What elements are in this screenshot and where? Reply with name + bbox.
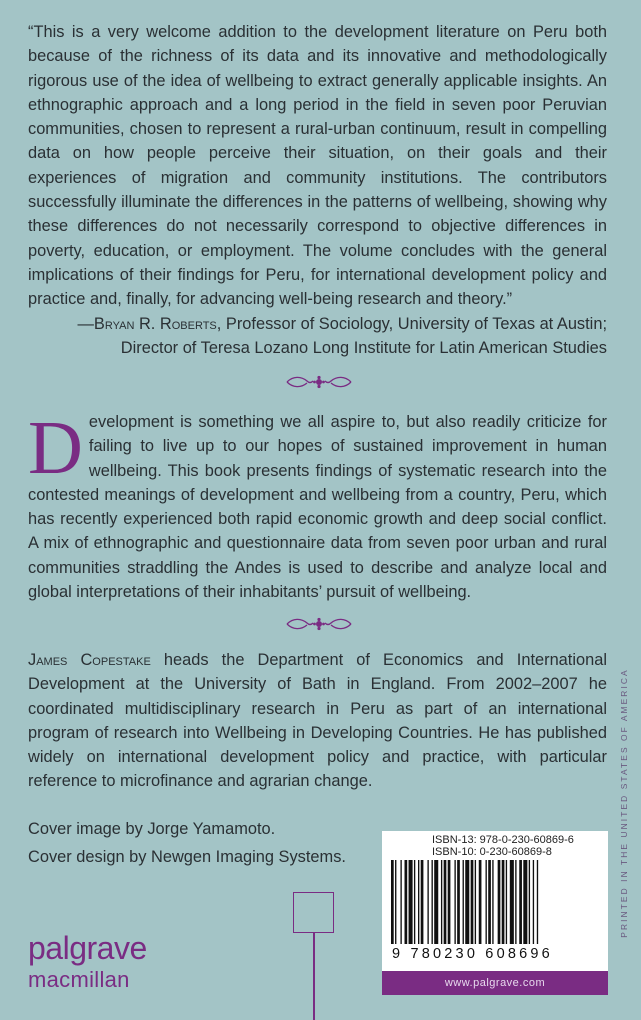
barcode-bar (506, 860, 507, 944)
ornament-divider-icon (285, 617, 353, 631)
barcode-bar (454, 860, 455, 944)
author-bio (28, 648, 607, 794)
barcode-bar (515, 860, 516, 944)
barcode-bar (400, 860, 401, 944)
barcode-bar (444, 860, 447, 944)
isbn10-label: ISBN-10: 0-230-60869-8 (432, 846, 552, 858)
book-description (28, 406, 607, 604)
barcode-bar (421, 860, 424, 944)
barcode-bar (409, 860, 413, 944)
barcode-bar (465, 860, 469, 944)
barcode-bar (502, 860, 505, 944)
barcode-bar (475, 860, 476, 944)
ornament-divider-icon (285, 375, 353, 389)
barcode-bar (448, 860, 451, 944)
quote-attribution-line1 (78, 312, 607, 336)
drop-cap: D (28, 406, 83, 490)
attribution-dash: — (77, 315, 94, 333)
author-bio-text: heads the Department of Economics and International Development at the University of Bath in England. From 2002–2007 he coordinated multidisciplinary research in Peru as part of an international program of research into Wellbeing in Developing Countries. He has published widely on international development policy and practice, with particular reference to microfinance and agrarian change. (28, 651, 607, 791)
barcode-bar (432, 860, 433, 944)
barcode-bar (488, 860, 491, 944)
barcode-bar (463, 860, 464, 944)
publisher-logo-line1: palgrave (28, 930, 147, 966)
barcode-bar (391, 860, 394, 944)
description-text: evelopment is something we all aspire to, but also readily criticize for failing to live up to our hopes of sustained improvement in human wellbeing. This book presents findings of systematic research into the contested meanings of development and wellbeing from a country, Peru, which has recently experienced both rapid economic growth and deep social conflict. A mix of ethnographic and questionnaire data from seven poor urban and rural communities straddling the Andes is used to describe and analyze local and global interpretations of their inhabitants’ pursuit of wellbeing. (28, 413, 607, 602)
printed-in-note (616, 638, 632, 968)
printed-in-text: PRINTED IN THE UNITED STATES OF AMERICA (619, 668, 629, 938)
barcode-bar (510, 860, 514, 944)
barcode-bar (395, 860, 396, 944)
barcode-bar (533, 860, 534, 944)
barcode-bar (486, 860, 487, 944)
isbn13-label: ISBN-13: 978-0-230-60869-6 (432, 834, 574, 846)
barcode-icon (389, 860, 601, 944)
publisher-website: www.palgrave.com (382, 971, 608, 995)
frame-mark-stem (313, 933, 315, 1020)
attribution-name: Bryan R. Roberts (93, 315, 217, 333)
barcode-bar (414, 860, 415, 944)
endorsement-quote: “This is a very welcome addition to the development literature on Peru both because of the richness of its data and its innovative and methodologically rigorous use of the idea of wellbeing to extract generally applicable insights. An ethnographic approach and a long period in the field in seven poor Peruvian communities, chosen to represent a rural-urban continuum, result in compelling data on how people perceive their situation, on their goals and their experiences of migration and community institutions. The contributors successfully illuminate the differences in the patterns of wellbeing, showing why these differences do not necessarily correspond to objective differences in poverty, education, or employment. The volume concludes with the general implications of their findings for Peru, for international development policy and practice and, finally, for advancing well-being research and theory.” (28, 23, 607, 309)
barcode-bar (479, 860, 482, 944)
quote-attribution-line2: Director of Teresa Lozano Long Institute for Latin American Studies (120, 339, 607, 357)
barcode-number: 9 780230 608696 (392, 946, 553, 962)
barcode-bar (529, 860, 530, 944)
frame-mark-icon (293, 892, 334, 933)
barcode-bar (427, 860, 428, 944)
barcode-bar (434, 860, 438, 944)
barcode-bar (537, 860, 538, 944)
barcode-bar (471, 860, 474, 944)
barcode-bar (405, 860, 408, 944)
barcode-bar (457, 860, 460, 944)
barcode-bar (498, 860, 501, 944)
cover-design-credit: Cover design by Newgen Imaging Systems. (28, 848, 346, 866)
barcode-bar (492, 860, 493, 944)
barcode-bar (418, 860, 419, 944)
barcode-bar (519, 860, 522, 944)
attribution-role: , Professor of Sociology, University of Texas at Austin; (216, 315, 607, 333)
author-name: James Copestake (28, 651, 151, 669)
barcode-bar (441, 860, 442, 944)
cover-image-credit: Cover image by Jorge Yamamoto. (28, 820, 276, 838)
barcode-bar (523, 860, 527, 944)
publisher-logo-line2: macmillan (28, 967, 130, 992)
